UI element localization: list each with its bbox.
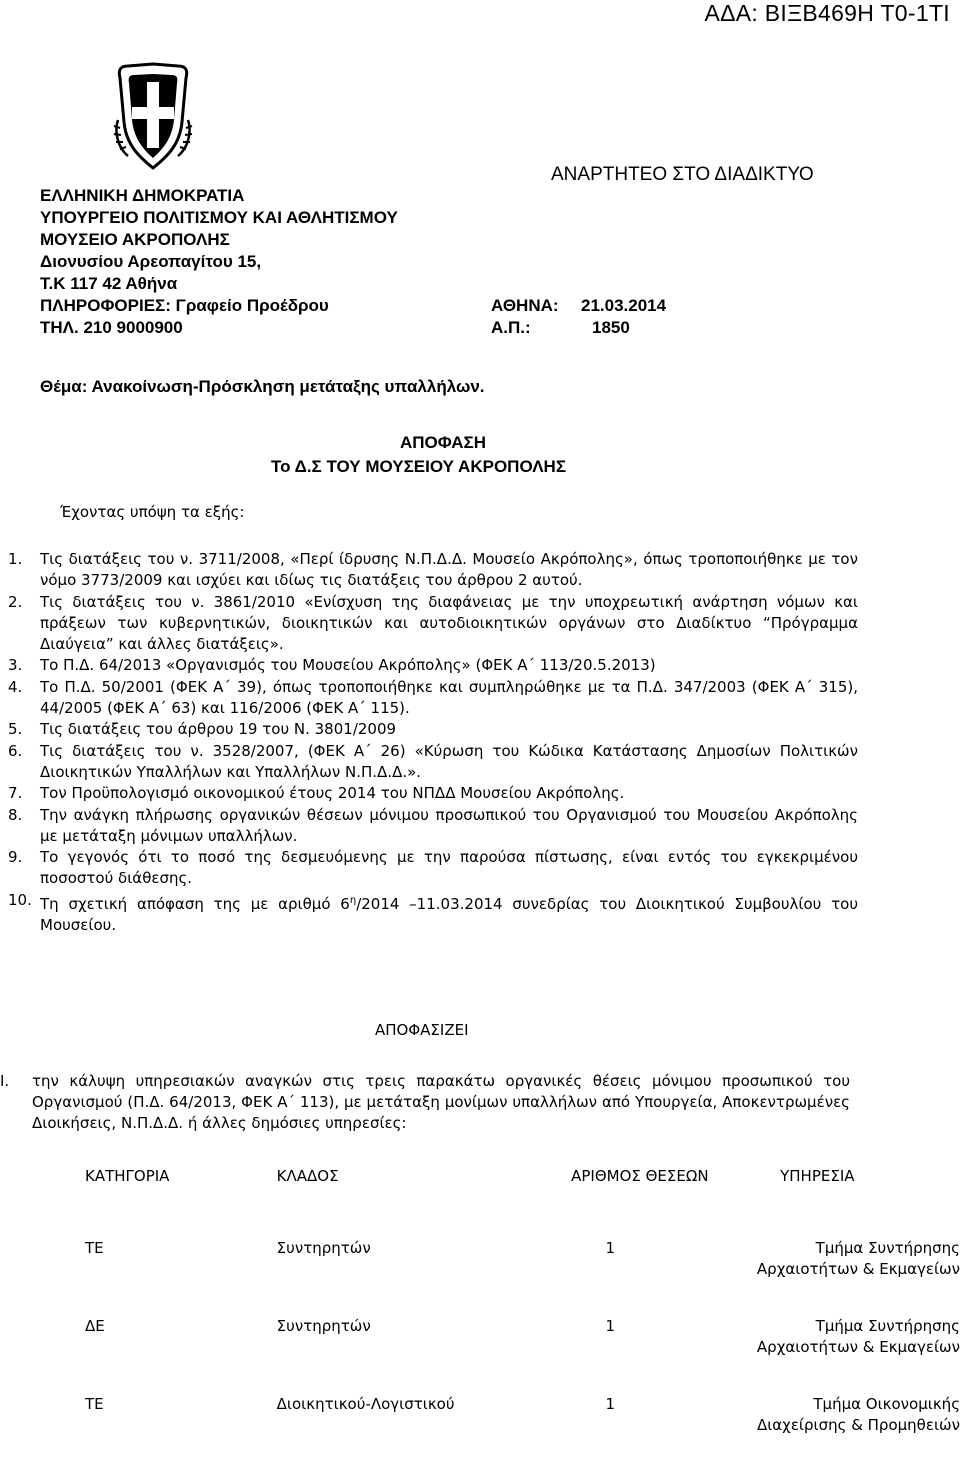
section-i (0, 1071, 850, 1134)
item-text-start: Τη σχετική απόφαση της με αριθμό 6 (40, 894, 350, 913)
header-phone: ΤΗΛ. 210 9000900 (40, 318, 183, 337)
section-number: Ι. (0, 1072, 10, 1090)
protocol-label: Α.Π.: (491, 318, 531, 337)
column-header: ΚΛΑΔΟΣ (276, 1167, 339, 1185)
item-text: Το Π.Δ. 50/2001 (ΦΕΚ Α΄ 39), όπως τροποποιήθηκε και συμπληρώθηκε με τα Π.Δ. 347/2003 (ΦΕΚ Α΄ 315), 44/2005 (ΦΕΚ Α΄ 63) και 116/2006 (ΦΕΚ Α΄ 115). (40, 677, 858, 718)
item-superscript: η (349, 894, 357, 906)
decision-title: ΑΠΟΦΑΣΗ (400, 433, 487, 452)
table-cell: 1 (605, 1239, 616, 1257)
item-number: 7. (8, 784, 23, 803)
header-museum: ΜΟΥΣΕΙΟ ΑΚΡΟΠΟΛΗΣ (40, 230, 230, 249)
column-header: ΑΡΙΘΜΟΣ ΘΕΣΕΩΝ (571, 1167, 709, 1185)
table-cell: ΤΕ (85, 1239, 104, 1257)
table-cell: Συντηρητών (276, 1317, 371, 1335)
header-postcode: Τ.Κ 117 42 Αθήνα (40, 274, 178, 293)
date-label: ΑΘΗΝΑ: (491, 296, 559, 315)
subject-line: Θέμα: Ανακοίνωση-Πρόσκληση μετάταξης υπαλλήλων. (40, 377, 485, 396)
item-text: Το Π.Δ. 64/2013 «Οργανισμός του Μουσείου Ακρόπολης» (ΦΕΚ Α΄ 113/20.5.2013) (40, 656, 656, 675)
item-text (40, 890, 858, 937)
list-item (8, 890, 858, 937)
table-row (75, 1238, 960, 1316)
decides-heading: ΑΠΟΦΑΣΙΖΕΙ (375, 1021, 469, 1039)
table-row (75, 1394, 960, 1472)
date-value: 21.03.2014 (581, 296, 667, 315)
item-text: Τις διατάξεις του ν. 3528/2007, (ΦΕΚ Α΄ 26) «Κύρωση του Κώδικα Κατάστασης Δημοσίων Πολιτικών Διοικητικών Υπαλλήλων και Υπαλλήλων Ν.Π.Δ.Δ.». (40, 741, 858, 781)
list-item (8, 847, 858, 890)
list-item (8, 805, 858, 848)
item-number: 6. (8, 741, 23, 760)
greek-emblem-icon (108, 60, 198, 172)
table-cell: Τμήμα Συντήρησης Αρχαιοτήτων & Εκμαγείων (756, 1317, 960, 1356)
item-text: Τις διατάξεις του ν. 3711/2008, «Περί ίδρυσης Ν.Π.Δ.Δ. Μουσείο Ακρόπολης», όπως τροποποιήθηκε με τον νόμο 3773/2009 και ισχύει και ιδίως τις διατάξεις του άρθρου 2 αυτού. (40, 550, 858, 590)
item-number: 4. (8, 677, 23, 696)
table-cell: 1 (605, 1317, 616, 1335)
table-header-row (75, 1166, 960, 1238)
table-cell: Συντηρητών (276, 1239, 371, 1257)
list-item (8, 549, 858, 592)
item-text: Την ανάγκη πλήρωσης οργανικών θέσεων μόνιμου προσωπικού του Οργανισμού του Μουσείου Ακρόπολης με μετάταξη μόνιμων υπαλλήλων. (40, 805, 858, 845)
decision-subtitle: Το Δ.Σ ΤΟΥ ΜΟΥΣΕΙΟΥ ΑΚΡΟΠΟΛΗΣ (271, 457, 567, 476)
item-number: 10. (8, 890, 32, 909)
item-number: 8. (8, 805, 23, 824)
list-item (8, 741, 858, 784)
item-text-end: /2014 –11.03.2014 συνεδρίας του Διοικητικού Συμβουλίου του Μουσείου. (40, 894, 859, 935)
item-text: Τον Προϋπολογισμό οικονομικού έτους 2014 του ΝΠΔΔ Μουσείου Ακρόπολης. (40, 784, 625, 803)
column-header: ΥΠΗΡΕΣΙΑ (780, 1167, 855, 1185)
list-item (8, 592, 858, 656)
considerations-list (8, 549, 858, 936)
list-item (8, 783, 858, 804)
header-ministry: ΥΠΟΥΡΓΕΙΟ ΠΟΛΙΤΙΣΜΟΥ ΚΑΙ ΑΘΛΗΤΙΣΜΟΥ (40, 208, 398, 227)
list-item (8, 677, 858, 720)
sender-header (40, 185, 720, 361)
table-cell: ΔΕ (85, 1317, 105, 1335)
header-country: ΕΛΛΗΝΙΚΗ ΔΗΜΟΚΡΑΤΙΑ (40, 186, 245, 205)
posting-note: ΑΝΑΡΤΗΤΕΟ ΣΤΟ ΔΙΑΔΙΚΤΥΟ (551, 164, 814, 185)
table-cell: Τμήμα Συντήρησης Αρχαιοτήτων & Εκμαγείων (756, 1239, 960, 1278)
item-number: 2. (8, 592, 23, 611)
list-item (8, 719, 858, 740)
item-number: 9. (8, 848, 23, 867)
positions-table (75, 1166, 960, 1472)
table-cell: Τμήμα Οικονομικής Διαχείρισης & Προμηθειών (756, 1395, 960, 1434)
table-cell: 1 (605, 1395, 616, 1413)
item-text: Τις διατάξεις του ν. 3861/2010 «Ενίσχυση της διαφάνειας με την υποχρεωτική ανάρτηση νόμων και πράξεων των κυβερνητικών, διοικητικών και αυτοδιοικητικών οργάνων στο Διαδίκτυο “Πρόγραμμα Διαύγεια” και άλλες διατάξεις». (40, 592, 858, 654)
considering-intro: Έχοντας υπόψη τα εξής: (60, 503, 245, 521)
header-info: ΠΛΗΡΟΦΟΡΙΕΣ: Γραφείο Προέδρου (40, 296, 329, 315)
header-address: Διονυσίου Αρεοπαγίτου 15, (40, 252, 262, 271)
table-cell: ΤΕ (85, 1395, 104, 1413)
item-number: 3. (8, 656, 23, 675)
ada-code: ΑΔΑ: ΒΙΞΒ469Η Τ0-1ΤΙ (704, 0, 950, 26)
column-header: ΚΑΤΗΓΟΡΙΑ (85, 1167, 170, 1185)
table-cell: Διοικητικού-Λογιστικού (276, 1395, 455, 1413)
item-text: Το γεγονός ότι το ποσό της δεσμευόμενης με την παρούσα πίστωσης, είναι εντός του εγκεκριμένου ποσοστού διάθεσης. (40, 848, 858, 888)
item-number: 5. (8, 720, 23, 739)
protocol-value: 1850 (592, 318, 630, 337)
section-text: την κάλυψη υπηρεσιακών αναγκών στις τρεις παρακάτω οργανικές θέσεις μόνιμου προσωπικού του Οργανισμού (Π.Δ. 64/2013, ΦΕΚ Α΄ 113), με μετάταξη μονίμων υπαλλήλων από Υπουργεία, Αποκεντρωμένες Διοικήσεις, Ν.Π.Δ.Δ. ή άλλες δημόσιες υπηρεσίες: (32, 1072, 850, 1132)
list-item (8, 655, 858, 676)
table-row (75, 1316, 960, 1394)
item-number: 1. (8, 550, 23, 568)
item-text: Τις διατάξεις του άρθρου 19 του Ν. 3801/2009 (40, 720, 397, 739)
